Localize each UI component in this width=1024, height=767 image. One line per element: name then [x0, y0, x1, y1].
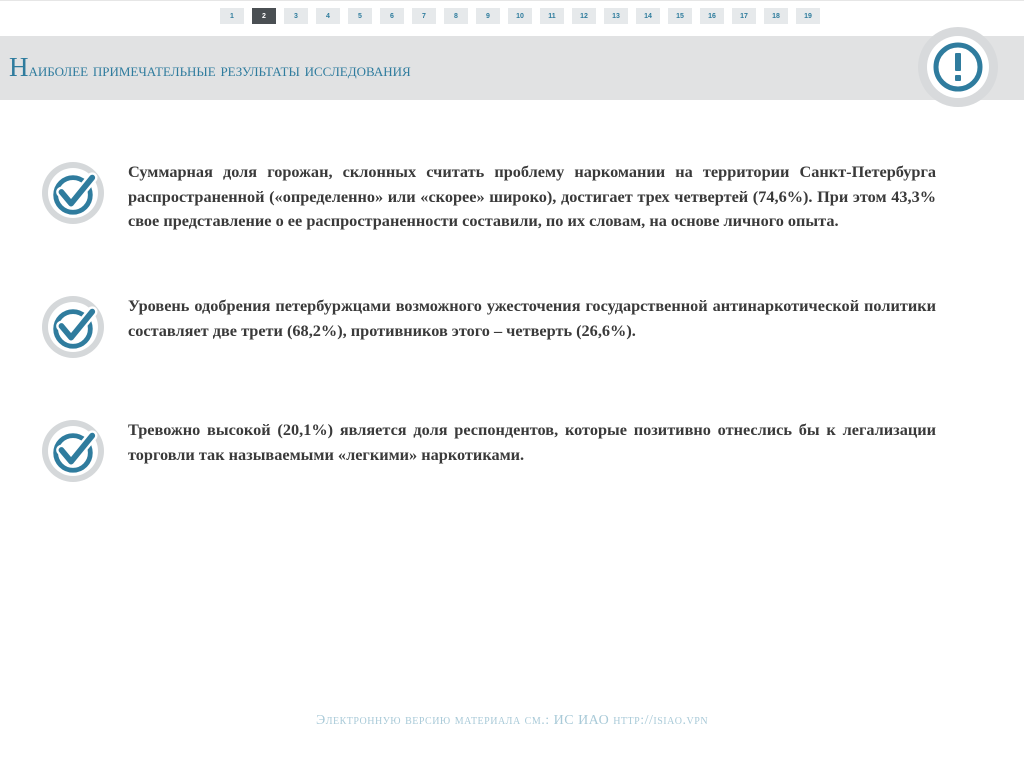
title-rest: аиболее примечательные результаты исследования: [28, 60, 411, 81]
checkmark-circle-icon: [42, 420, 104, 482]
finding-text: Суммарная доля горожан, склонных считать проблему наркомании на территории Санкт-Петербурга распространенной («определенно» или «скорее» широко), достигает трех четвертей (74,6%). При этом 43,3% свое представление о ее распространенности составили, по их словам, на основе личного опыта.: [128, 162, 936, 230]
page-link-15[interactable]: 15: [668, 8, 692, 24]
page-link-1[interactable]: 1: [220, 8, 244, 24]
page-link-6[interactable]: 6: [380, 8, 404, 24]
checkmark-circle-icon: [42, 162, 104, 224]
exclamation-circle-icon: [918, 27, 998, 107]
page-link-5[interactable]: 5: [348, 8, 372, 24]
checkmark-circle-icon: [42, 296, 104, 358]
page-link-9[interactable]: 9: [476, 8, 500, 24]
footer-link[interactable]: Электронную версию материала см.: ИС ИАО http://isiao.vpn: [315, 713, 709, 728]
page-link-18[interactable]: 18: [764, 8, 788, 24]
page-link-11[interactable]: 11: [540, 8, 564, 24]
page-link-8[interactable]: 8: [444, 8, 468, 24]
page-link-3[interactable]: 3: [284, 8, 308, 24]
title-initial: Н: [9, 52, 29, 82]
finding-text: Уровень одобрения петербуржцами возможного ужесточения государственной антинаркотической политики составляет две трети (68,2%), противников этого – четверть (26,6%).: [128, 296, 936, 340]
page-link-13[interactable]: 13: [604, 8, 628, 24]
page-link-7[interactable]: 7: [412, 8, 436, 24]
page-link-16[interactable]: 16: [700, 8, 724, 24]
page-link-10[interactable]: 10: [508, 8, 532, 24]
slide-pager: [220, 8, 820, 24]
page-link-2[interactable]: 2: [252, 8, 276, 24]
page-link-14[interactable]: 14: [636, 8, 660, 24]
page-link-12[interactable]: 12: [572, 8, 596, 24]
finding-text: Тревожно высокой (20,1%) является доля респондентов, которые позитивно отнеслись бы к легализации торговли так называемыми «легкими» наркотиками.: [128, 420, 936, 464]
top-border: [0, 0, 1024, 1]
page-link-19[interactable]: 19: [796, 8, 820, 24]
page-link-4[interactable]: 4: [316, 8, 340, 24]
page-link-17[interactable]: 17: [732, 8, 756, 24]
